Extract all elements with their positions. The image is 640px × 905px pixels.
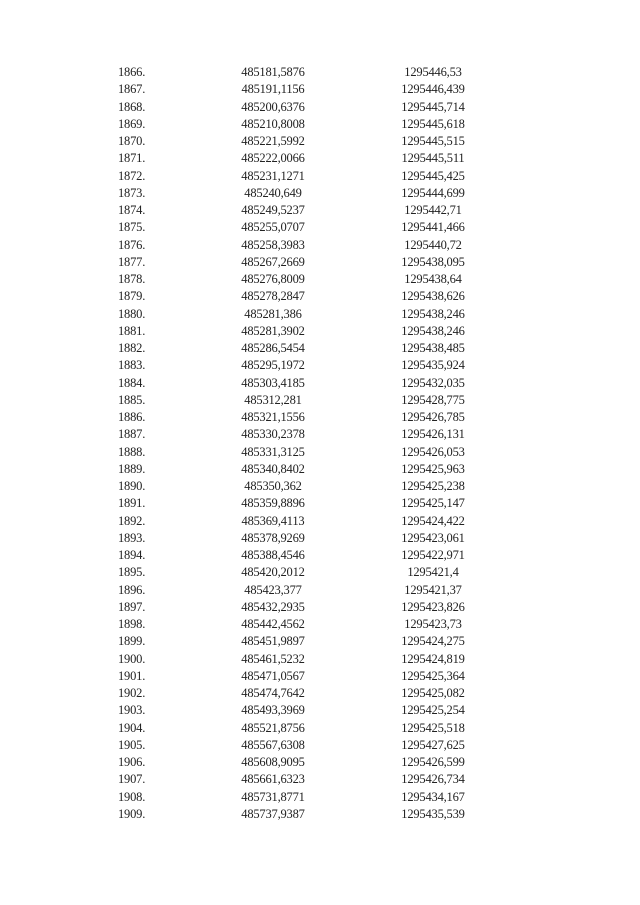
y-coordinate: 1295445,618 [401,116,465,131]
y-coordinate: 1295444,699 [401,185,465,200]
y-coordinate: 1295422,971 [401,548,465,562]
point-number: 1872. [118,168,146,183]
point-number: 1879. [118,289,146,304]
point-number: 1876. [118,237,146,252]
table-row [118,81,508,98]
table-row [118,444,508,461]
y-coordinate: 1295421,4 [407,565,459,580]
point-number: 1905. [118,737,146,752]
point-number: 1890. [118,479,146,493]
table-row [118,754,508,771]
y-coordinate: 1295424,422 [401,513,465,528]
y-coordinate: 1295438,485 [401,341,465,355]
point-number: 1880. [118,306,146,321]
x-coordinate: 485303,4185 [241,375,305,390]
table-row [118,116,508,133]
y-coordinate: 1295427,625 [401,737,465,752]
x-coordinate: 485267,2669 [241,254,305,269]
x-coordinate: 485330,2378 [241,427,305,442]
point-number: 1895. [118,565,146,580]
table-row [118,461,508,478]
x-coordinate: 485359,8896 [241,496,305,511]
y-coordinate: 1295441,466 [401,220,465,235]
y-coordinate: 1295424,819 [401,651,465,666]
x-coordinate: 485474,7642 [241,686,305,700]
x-coordinate: 485191,1156 [241,82,305,97]
y-coordinate: 1295428,775 [401,392,465,407]
x-coordinate: 485221,5992 [241,134,305,148]
point-number: 1882. [118,341,146,355]
x-coordinate: 485278,2847 [241,289,305,304]
x-coordinate: 485567,6308 [241,737,305,752]
table-row [118,357,508,374]
point-number: 1904. [118,720,146,735]
table-row [118,306,508,323]
point-number: 1909. [118,806,146,821]
point-number: 1899. [118,634,146,649]
table-row [118,271,508,288]
table-row [118,426,508,443]
y-coordinate: 1295445,425 [401,168,465,183]
y-coordinate: 1295432,035 [401,375,465,390]
point-number: 1866. [118,65,146,79]
x-coordinate: 485432,2935 [241,599,305,614]
x-coordinate: 485661,6323 [241,772,305,787]
y-coordinate: 1295423,061 [401,530,465,545]
y-coordinate: 1295426,785 [401,410,465,424]
table-row [118,478,508,495]
x-coordinate: 485210,8008 [241,116,305,131]
y-coordinate: 1295435,924 [401,358,465,373]
point-number: 1881. [118,323,146,338]
point-number: 1868. [118,99,146,114]
x-coordinate: 485493,3969 [241,703,305,718]
x-coordinate: 485222,0066 [241,151,305,166]
point-number: 1885. [118,392,146,407]
table-row [118,340,508,357]
table-row [118,375,508,392]
coordinate-table-body [118,64,508,823]
point-number: 1889. [118,461,146,476]
x-coordinate: 485521,8756 [241,720,305,735]
y-coordinate: 1295442,71 [404,203,462,217]
point-number: 1888. [118,444,146,459]
x-coordinate: 485321,1556 [241,410,305,424]
x-coordinate: 485258,3983 [241,237,305,252]
x-coordinate: 485471,0567 [241,668,305,683]
y-coordinate: 1295426,131 [401,427,465,442]
point-number: 1906. [118,755,146,769]
table-row [118,409,508,426]
point-number: 1898. [118,617,146,631]
table-row [118,64,508,81]
table-row [118,392,508,409]
point-number: 1883. [118,358,146,373]
point-number: 1870. [118,134,146,148]
x-coordinate: 485420,2012 [241,565,305,580]
y-coordinate: 1295426,053 [401,444,465,459]
table-row [118,702,508,719]
table-row [118,168,508,185]
coordinate-table [118,64,508,823]
table-row [118,616,508,633]
x-coordinate: 485276,8009 [241,272,305,286]
y-coordinate: 1295426,599 [401,755,465,769]
point-number: 1908. [118,789,146,804]
table-row [118,530,508,547]
y-coordinate: 1295423,826 [401,599,465,614]
y-coordinate: 1295421,37 [404,582,462,597]
x-coordinate: 485312,281 [244,392,302,407]
point-number: 1875. [118,220,146,235]
y-coordinate: 1295425,254 [401,703,465,718]
x-coordinate: 485378,9269 [241,530,305,545]
y-coordinate: 1295438,095 [401,254,465,269]
x-coordinate: 485255,0707 [241,220,305,235]
y-coordinate: 1295434,167 [401,789,465,804]
x-coordinate: 485451,9897 [241,634,305,649]
table-row [118,513,508,530]
table-row [118,633,508,650]
point-number: 1900. [118,651,146,666]
point-number: 1891. [118,496,146,511]
y-coordinate: 1295438,246 [401,306,465,321]
y-coordinate: 1295423,73 [404,617,462,631]
x-coordinate: 485350,362 [244,479,302,493]
point-number: 1901. [118,668,146,683]
y-coordinate: 1295438,246 [401,323,465,338]
x-coordinate: 485249,5237 [241,203,305,217]
y-coordinate: 1295445,511 [401,151,465,166]
table-row [118,288,508,305]
point-number: 1892. [118,513,146,528]
point-number: 1893. [118,530,146,545]
point-number: 1896. [118,582,146,597]
x-coordinate: 485340,8402 [241,461,305,476]
y-coordinate: 1295426,734 [401,772,465,787]
table-row [118,668,508,685]
x-coordinate: 485608,9095 [241,755,305,769]
table-row [118,202,508,219]
table-row [118,99,508,116]
y-coordinate: 1295438,64 [404,272,462,286]
x-coordinate: 485200,6376 [241,99,305,114]
y-coordinate: 1295425,963 [401,461,465,476]
y-coordinate: 1295424,275 [401,634,465,649]
y-coordinate: 1295446,439 [401,82,465,97]
table-row [118,564,508,581]
table-row [118,323,508,340]
point-number: 1869. [118,116,146,131]
x-coordinate: 485731,8771 [241,789,305,804]
y-coordinate: 1295446,53 [404,65,462,79]
table-row [118,495,508,512]
table-row [118,651,508,668]
point-number: 1878. [118,272,146,286]
y-coordinate: 1295425,364 [401,668,465,683]
point-number: 1873. [118,185,146,200]
point-number: 1894. [118,548,146,562]
table-row [118,133,508,150]
x-coordinate: 485286,5454 [241,341,305,355]
table-row [118,219,508,236]
y-coordinate: 1295425,082 [401,686,465,700]
x-coordinate: 485442,4562 [241,617,305,631]
table-row [118,547,508,564]
point-number: 1884. [118,375,146,390]
table-row [118,789,508,806]
y-coordinate: 1295445,714 [401,99,465,114]
point-number: 1887. [118,427,146,442]
y-coordinate: 1295440,72 [404,237,462,252]
point-number: 1897. [118,599,146,614]
x-coordinate: 485181,5876 [241,65,305,79]
table-row [118,720,508,737]
point-number: 1877. [118,254,146,269]
x-coordinate: 485231,1271 [241,168,305,183]
point-number: 1907. [118,772,146,787]
y-coordinate: 1295425,147 [401,496,465,511]
y-coordinate: 1295445,515 [401,134,465,148]
x-coordinate: 485461,5232 [241,651,305,666]
x-coordinate: 485281,3902 [241,323,305,338]
x-coordinate: 485295,1972 [241,358,305,373]
table-row [118,237,508,254]
x-coordinate: 485331,3125 [241,444,305,459]
y-coordinate: 1295438,626 [401,289,465,304]
point-number: 1874. [118,203,146,217]
point-number: 1902. [118,686,146,700]
table-row [118,771,508,788]
x-coordinate: 485369,4113 [241,513,305,528]
y-coordinate: 1295425,518 [401,720,465,735]
table-row [118,685,508,702]
y-coordinate: 1295435,539 [401,806,465,821]
table-row [118,737,508,754]
y-coordinate: 1295425,238 [401,479,465,493]
x-coordinate: 485423,377 [244,582,302,597]
point-number: 1867. [118,82,146,97]
point-number: 1871. [118,151,146,166]
x-coordinate: 485281,386 [244,306,302,321]
x-coordinate: 485240,649 [244,185,302,200]
table-row [118,599,508,616]
table-row [118,582,508,599]
x-coordinate: 485737,9387 [241,806,305,821]
point-number: 1886. [118,410,146,424]
table-row [118,150,508,167]
x-coordinate: 485388,4546 [241,548,305,562]
table-row [118,254,508,271]
table-row [118,185,508,202]
table-row [118,806,508,823]
point-number: 1903. [118,703,146,718]
